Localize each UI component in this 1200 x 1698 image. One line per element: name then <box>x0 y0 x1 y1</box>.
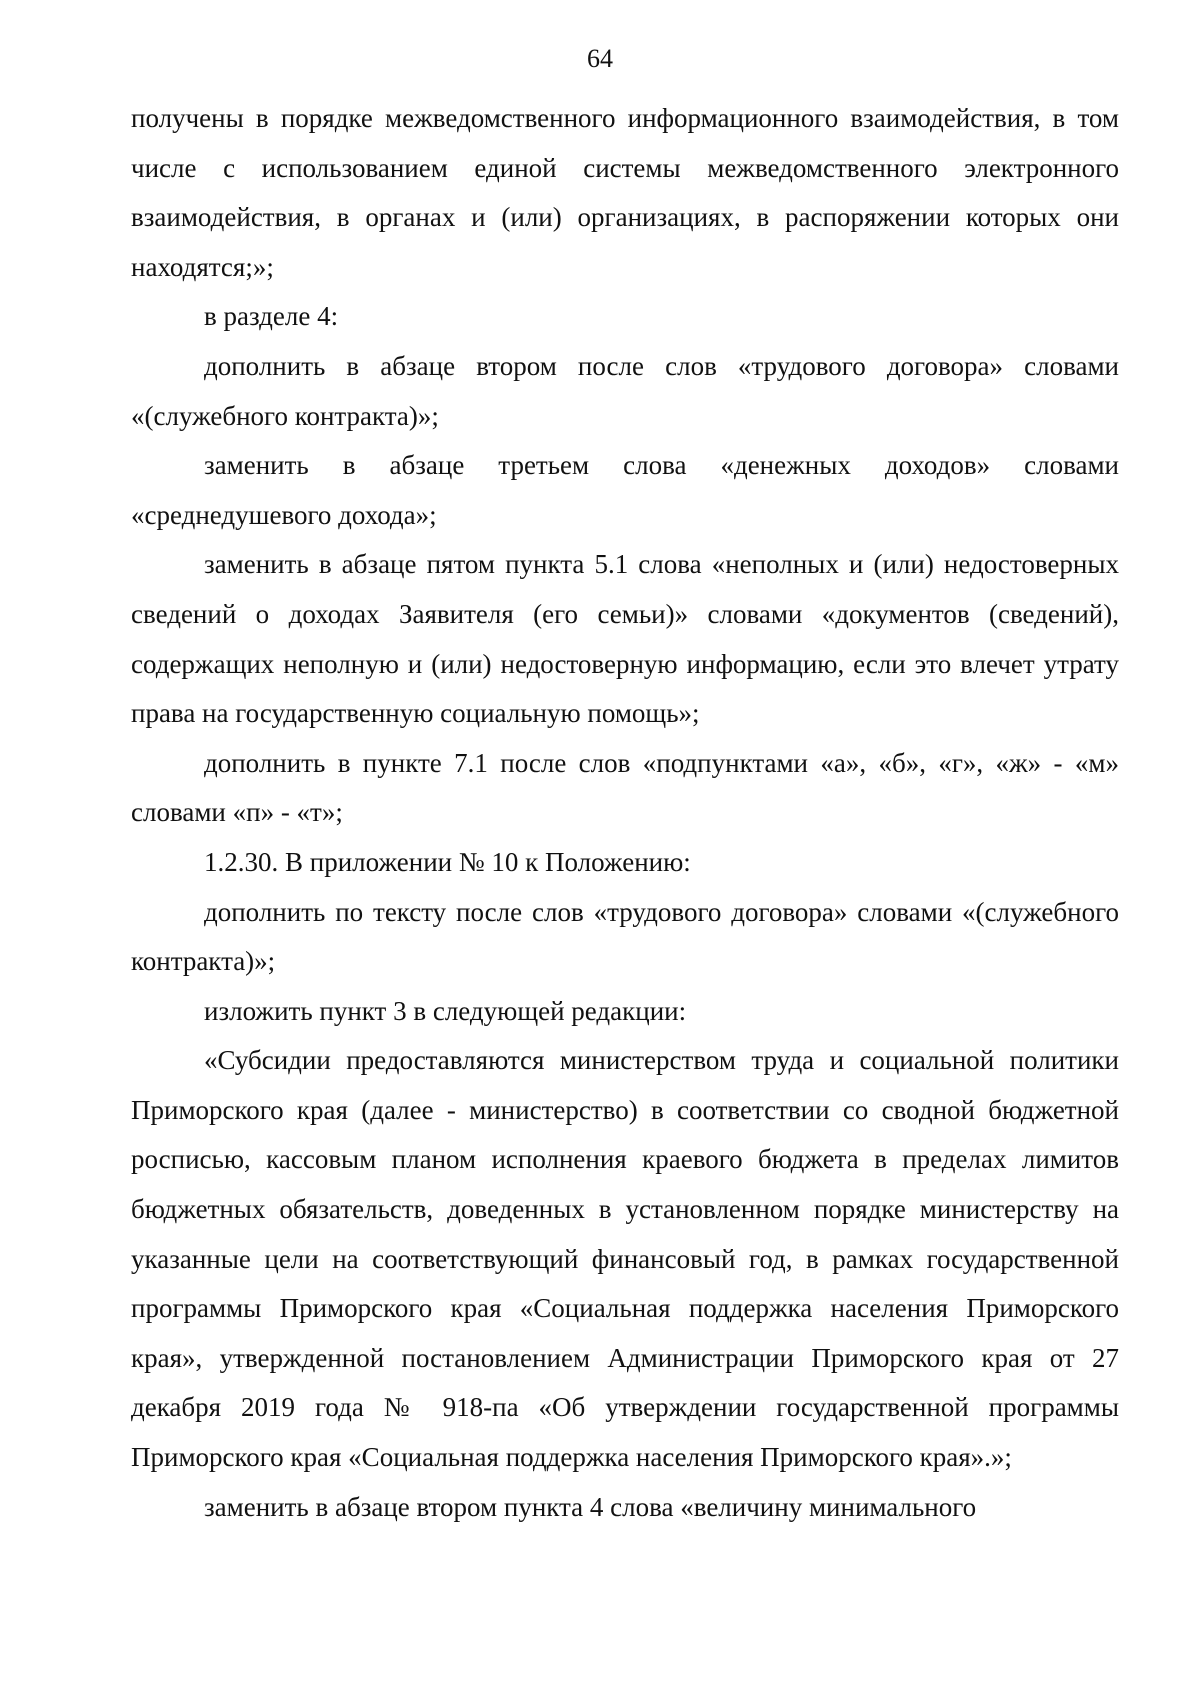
document-body <box>131 94 1119 1532</box>
paragraph-4: заменить в абзаце третьем слова «денежных доходов» словами «среднедушевого дохода»; <box>131 450 1119 530</box>
paragraph-2: в разделе 4: <box>204 301 339 332</box>
paragraph-6: дополнить в пункте 7.1 после слов «подпунктами «а», «б», «г», «ж» - «м» словами «п» - «т»; <box>131 747 1119 828</box>
paragraph-10: «Субсидии предоставляются министерством труда и социальной политики Приморского края (далее - министерство) в соответствии со сводной бюджетной росписью, кассовым планом исполнения краевого бюджета в пределах лимитов бюджетных обязательств, доведенных в установленном порядке министерству на указанные цели на соответствующий финансовый год, в рамках государственной программы Приморского края «Социальная поддержка населения Приморского края», утвержденной постановлением Администрации Приморского края от 27 декабря 2019 года № 918-па «Об утверждении государственной программы Приморского края «Социальная поддержка населения Приморского края».»; <box>131 1045 1119 1473</box>
paragraph-11: заменить в абзаце втором пункта 4 слова «величину минимального <box>204 1491 977 1522</box>
paragraph-8: дополнить по тексту после слов «трудового договора» словами «(служебного контракта)»; <box>131 896 1119 977</box>
page-number: 64 <box>587 44 613 73</box>
paragraph-5: заменить в абзаце пятом пункта 5.1 слова «неполных и (или) недостоверных сведений о доходах Заявителя (его семьи)» словами «документов (сведений), содержащих неполную и (или) недостоверную информацию, если это влечет утрату права на государственную социальную помощь»; <box>131 549 1119 729</box>
paragraph-9: изложить пункт 3 в следующей редакции: <box>204 995 687 1026</box>
paragraph-3: дополнить в абзаце втором после слов «трудового договора» словами «(служебного контракта)»; <box>131 350 1119 431</box>
paragraph-1: получены в порядке межведомственного информационного взаимодействия, в том числе с использованием единой системы межведомственного электронного взаимодействия, в органах и (или) организациях, в распоряжении которых они находятся;»; <box>131 103 1119 282</box>
paragraph-7: 1.2.30. В приложении № 10 к Положению: <box>204 846 691 877</box>
